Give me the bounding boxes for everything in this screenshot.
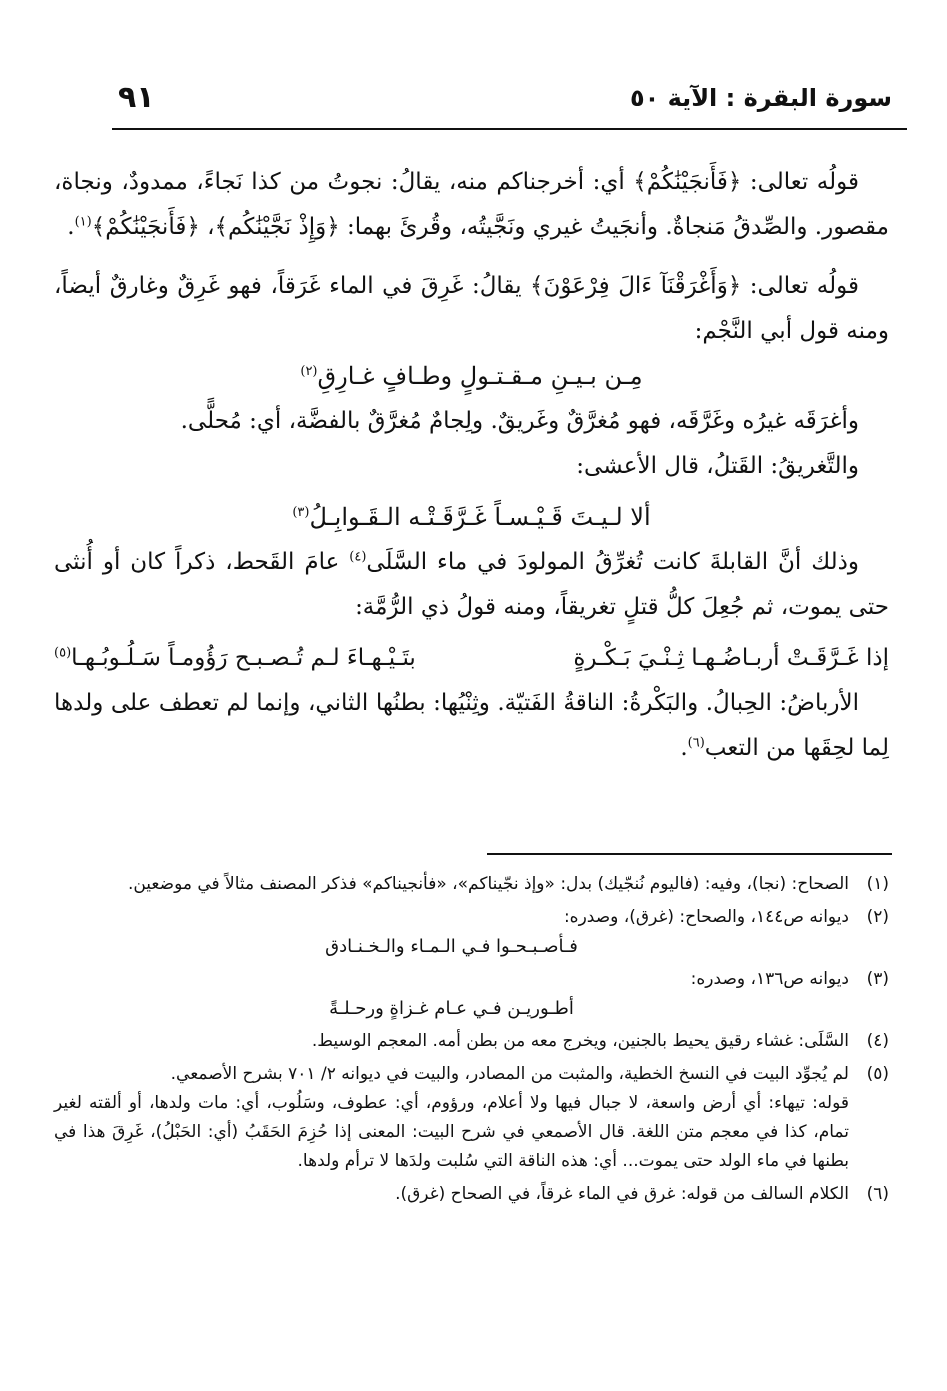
footnote-ref: (٦) [687,735,705,751]
main-text [54,160,889,771]
footnote-text: لم يُجوِّد البيت في النسخ الخطية، والمثبت من المصادر، والبيت في ديوانه ٢/ ٧٠١ بشرح الأصمعي. [170,1064,849,1084]
footnote-text: السَّلَى: غشاء رقيق يحيط بالجنين، ويخرج معه من بطن أمه. المعجم الوسيط. [311,1031,849,1051]
paragraph-arbad [54,681,889,771]
footnote-text: الصحاح: (نجا)، وفيه: (فاليوم نُنجّيك) بدل: «وإذ نجّيناكم»، «فأنجيناكم» فذكر المصنف مثالاً في موضعين. [127,874,849,894]
footnote-commentary: قوله: تيهاء: أي أرض واسعة، لا جبال فيها ولا أعلام، ورؤوم، أي: عطوف، وسَلُوب، أي: مات ولدها، أو ألقته لغير تمام، كذا في معجم متن اللغة. قال الأصمعي في شرح البيت: المعنى إذا حُزِمَ الحَقَبُ (أي: الحَبْلُ)، غَرِقَ هذا في بطنها في ماء الولد حتى يموت... أي: هذه الناقة التي سُلبت ولدَها لا ترأم ولدها. [54,1093,849,1171]
footnote-body [54,965,849,1023]
paragraph-text: وذلك أنَّ القابلةَ كانت تُغرِّقُ المولودَ في ماء السَّلَى [366,549,859,575]
verse-aasha [54,495,889,540]
header-rule [112,128,907,130]
running-header-title: سورة البقرة : الآية ٥٠ [629,84,892,112]
footnote-verse: فـأصـبـحـوا فـي الـمـاء والـخـنـادق [325,936,578,957]
footnote-ref: (٥) [54,645,72,661]
footnotes [54,870,889,1213]
footnote-separator [487,853,892,855]
footnote-ref: (٤) [349,549,367,565]
footnote-body [54,1060,849,1176]
verse-text: بتَـيْـهـاءَ لـم تُـصـبـح رَؤُومـاً سَـلُـوبُـهـا [71,645,416,671]
paragraph-aghraqna: قولُه تعالى: ﴿وَأَغْرَقْنَآ ءَالَ فِرْعَوْنَ﴾ يقالُ: غَرِقَ في الماء غَرَقاً، فهو غَرِقٌ وغارقٌ أيضاً، ومنه قول أبي النَّجْم: [54,273,889,344]
footnote-3 [54,965,889,1023]
footnote-4 [54,1027,889,1056]
verse-text: ألا لـيـتَ قَـيْـسـاً غَـرَّقَـتْـه الـقَـوابِـلُ [309,503,651,531]
paragraph-text: قولُه تعالى: ﴿فَأَنجَيْنَٰكُمْ﴾ أي: أخرجناكم منه، يقالُ: نجوتُ من كذا نَجاءً، ممدودٌ، ونجاة، مقصور. والصِّدقُ مَنجاةٌ. وأنجَيتُ غيري ونَجَّيتُه، وقُرئَ بهما: ﴿وَإِذْ نَجَّيْنَٰكُم﴾، ﴿فَأَنجَيْنَٰكُمْ﴾ [54,169,889,240]
footnote-number: (٤) [866,1031,889,1051]
footnote-ref: (٣) [292,505,310,520]
paragraph-najaynakum [54,160,889,250]
footnote-body [54,903,849,961]
verse-second-hemistich [54,636,416,681]
footnote-1 [54,870,889,899]
paragraph-end: . [67,214,75,240]
page-number: ٩١ [118,80,155,115]
footnote-number: (١) [866,874,889,894]
footnote-text: ديوانه ص١٤٤، والصحاح: (غرق)، وصدره: [563,907,849,927]
paragraph-text: عامَ القَحط، ذكراً كان أو أُنثى حتى يموت، ثم جُعِلَ كلُّ قتلٍ تغريقاً، ومنه قولُ ذي الرُّمَّة: [54,549,889,620]
paragraph-end: . [680,735,688,761]
footnote-number: (٢) [866,907,889,927]
footnote-number: (٥) [866,1064,889,1084]
paragraph-taghriq: والتَّغريقُ: القَتلُ، قال الأعشى: [576,453,859,479]
footnote-6 [54,1180,889,1209]
footnote-text: ديوانه ص١٣٦، وصدره: [690,969,849,989]
footnote-5 [54,1060,889,1176]
footnote-number: (٣) [866,969,889,989]
paragraph-aghraqahu: وأغرَقَه غيرُه وغَرَّقَه، فهو مُغرَّقٌ وغَريقٌ. ولِجامٌ مُغرَّقٌ بالفضَّة، أي: مُحلًّى. [180,408,859,434]
verse-abi-najm [54,354,889,399]
footnote-verse: أطـوريـن فـي عـام غـزاةٍ ورحـلـةً [329,998,574,1019]
footnote-ref: (٢) [300,364,318,379]
verse-dhi-rumma [54,636,889,681]
paragraph-text: الأرباضُ: الحِبالُ. والبَكْرةُ: الناقةُ الفَتيّة. وثِنْيُها: بطنُها الثاني، وإنما لم تعطف على ولدها لِما لحِقَها من التعب [54,690,889,761]
paragraph-qabila [54,540,889,630]
footnote-text: الكلام السالف من قوله: غرق في الماء غرقاً، في الصحاح (غرق). [395,1184,849,1204]
footnote-ref: (١) [74,214,92,230]
footnote-2 [54,903,889,961]
footnote-number: (٦) [866,1184,889,1204]
verse-first-hemistich: إذا غَـرَّقَـتْ أربـاضُـهـا ثِـنْـيَ بَـكْـرةٍ [573,645,889,671]
verse-text: مِـن بـيـنِ مـقـتـولٍ وطـافٍ غـارِقِ [317,362,643,390]
